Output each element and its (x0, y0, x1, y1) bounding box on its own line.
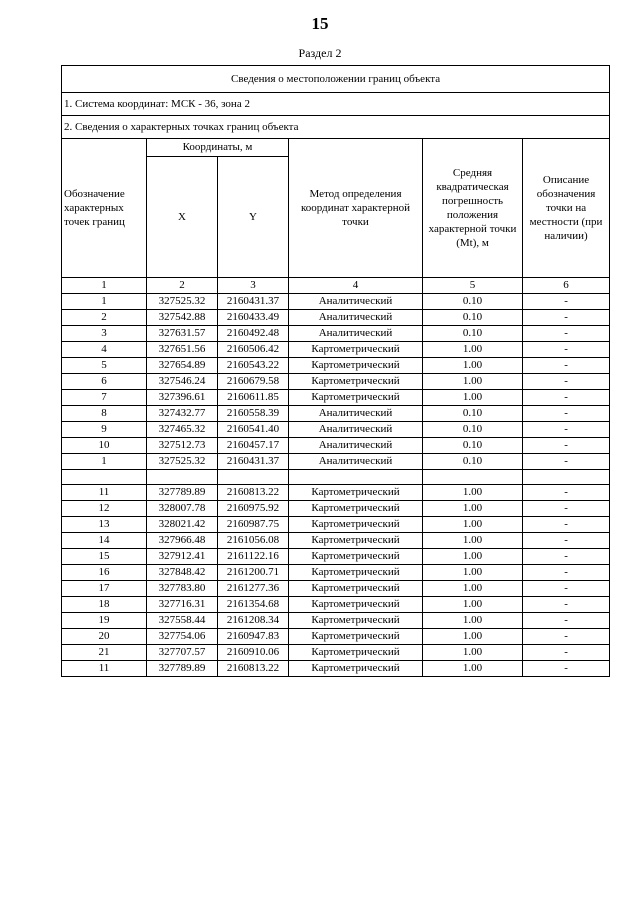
method-cell: Картометрический (289, 597, 423, 613)
method-cell: Аналитический (289, 454, 423, 470)
y-cell: 2161277.36 (218, 581, 289, 597)
x-cell: 327707.57 (147, 645, 218, 661)
method-cell: Картометрический (289, 581, 423, 597)
method-cell: Аналитический (289, 438, 423, 454)
description-cell: - (523, 645, 610, 661)
table-row (62, 294, 610, 310)
y-cell: 2160558.39 (218, 406, 289, 422)
table-row (62, 390, 610, 406)
description-cell: - (523, 358, 610, 374)
page-number: 15 (311, 14, 329, 33)
error-cell: 1.00 (423, 597, 523, 613)
table-row (62, 661, 610, 677)
description-cell: - (523, 565, 610, 581)
error-cell: 1.00 (423, 629, 523, 645)
method-cell: Аналитический (289, 326, 423, 342)
error-cell: 0.10 (423, 454, 523, 470)
point-number-cell: 13 (62, 517, 147, 533)
header-coordinates: Координаты, м (147, 139, 289, 157)
point-number-cell: 1 (62, 454, 147, 470)
method-cell: Картометрический (289, 533, 423, 549)
y-cell: 2160947.83 (218, 629, 289, 645)
y-cell: 2161354.68 (218, 597, 289, 613)
x-cell: 327848.42 (147, 565, 218, 581)
y-cell: 2160813.22 (218, 485, 289, 501)
point-number-cell: 18 (62, 597, 147, 613)
header-method: Метод определения координат характерной точки (289, 139, 423, 278)
method-cell: Картометрический (289, 613, 423, 629)
y-cell: 2160506.42 (218, 342, 289, 358)
error-cell: 0.10 (423, 422, 523, 438)
column-number: 5 (423, 278, 523, 294)
description-cell: - (523, 454, 610, 470)
x-cell: 327558.44 (147, 613, 218, 629)
method-cell: Картометрический (289, 661, 423, 677)
error-cell: 0.10 (423, 406, 523, 422)
method-cell: Картометрический (289, 629, 423, 645)
method-cell: Аналитический (289, 406, 423, 422)
point-number-cell: 8 (62, 406, 147, 422)
point-number-cell: 9 (62, 422, 147, 438)
description-cell: - (523, 629, 610, 645)
table-row (62, 310, 610, 326)
table-title-row (62, 66, 610, 93)
point-number-cell: 4 (62, 342, 147, 358)
description-cell: - (523, 533, 610, 549)
method-cell: Картометрический (289, 501, 423, 517)
section-label: Раздел 2 (298, 46, 342, 60)
error-cell: 1.00 (423, 517, 523, 533)
error-cell: 1.00 (423, 645, 523, 661)
point-number-cell: 21 (62, 645, 147, 661)
method-cell: Аналитический (289, 422, 423, 438)
error-cell (423, 470, 523, 485)
point-number-cell: 11 (62, 485, 147, 501)
y-cell: 2161208.34 (218, 613, 289, 629)
method-cell: Картометрический (289, 390, 423, 406)
description-cell: - (523, 501, 610, 517)
y-cell: 2160457.17 (218, 438, 289, 454)
y-cell: 2160543.22 (218, 358, 289, 374)
y-cell: 2160541.40 (218, 422, 289, 438)
y-cell: 2160492.48 (218, 326, 289, 342)
method-cell: Аналитический (289, 294, 423, 310)
table-row (62, 358, 610, 374)
x-cell: 327512.73 (147, 438, 218, 454)
table-row (62, 438, 610, 454)
y-cell (218, 470, 289, 485)
table-title: Сведения о местоположении границ объекта (62, 66, 610, 93)
column-number: 4 (289, 278, 423, 294)
boundary-points-table (61, 65, 610, 677)
point-number-cell: 7 (62, 390, 147, 406)
description-cell: - (523, 517, 610, 533)
description-cell: - (523, 342, 610, 358)
method-cell: Картометрический (289, 565, 423, 581)
error-cell: 0.10 (423, 310, 523, 326)
table-row (62, 342, 610, 358)
description-cell: - (523, 485, 610, 501)
description-cell: - (523, 613, 610, 629)
error-cell: 1.00 (423, 613, 523, 629)
method-cell: Картометрический (289, 517, 423, 533)
table-row (62, 374, 610, 390)
x-cell: 327783.80 (147, 581, 218, 597)
x-cell: 328021.42 (147, 517, 218, 533)
description-cell: - (523, 406, 610, 422)
point-number-cell: 15 (62, 549, 147, 565)
description-cell: - (523, 597, 610, 613)
coord-system: 1. Система координат: МСК - 36, зона 2 (62, 93, 610, 116)
method-cell: Картометрический (289, 358, 423, 374)
x-cell: 327546.24 (147, 374, 218, 390)
column-number: 2 (147, 278, 218, 294)
error-cell: 1.00 (423, 581, 523, 597)
error-cell: 1.00 (423, 485, 523, 501)
description-cell: - (523, 581, 610, 597)
table-row (62, 597, 610, 613)
y-cell: 2160987.75 (218, 517, 289, 533)
y-cell: 2160611.85 (218, 390, 289, 406)
point-number-cell: 16 (62, 565, 147, 581)
point-number-cell: 14 (62, 533, 147, 549)
method-cell (289, 470, 423, 485)
header-description: Описание обозначения точки на местности (при наличии) (523, 139, 610, 278)
table-row (62, 485, 610, 501)
error-cell: 1.00 (423, 342, 523, 358)
x-cell: 327912.41 (147, 549, 218, 565)
header-error: Средняя квадратическая погрешность положения характерной точки (Mt), м (423, 139, 523, 278)
column-number: 6 (523, 278, 610, 294)
y-cell: 2160431.37 (218, 454, 289, 470)
error-cell: 1.00 (423, 565, 523, 581)
method-cell: Картометрический (289, 645, 423, 661)
x-cell: 327396.61 (147, 390, 218, 406)
error-cell: 1.00 (423, 390, 523, 406)
column-number: 1 (62, 278, 147, 294)
x-cell: 327525.32 (147, 294, 218, 310)
error-cell: 1.00 (423, 533, 523, 549)
x-cell: 327432.77 (147, 406, 218, 422)
point-number-cell: 12 (62, 501, 147, 517)
table-row (62, 645, 610, 661)
x-cell: 327465.32 (147, 422, 218, 438)
header-row-top (62, 139, 610, 157)
method-cell: Картометрический (289, 485, 423, 501)
point-number-cell (62, 470, 147, 485)
error-cell: 1.00 (423, 374, 523, 390)
table-row (62, 629, 610, 645)
x-cell: 327789.89 (147, 661, 218, 677)
method-cell: Картометрический (289, 374, 423, 390)
point-number-cell: 10 (62, 438, 147, 454)
x-cell: 327654.89 (147, 358, 218, 374)
point-number-cell: 11 (62, 661, 147, 677)
x-cell (147, 470, 218, 485)
description-cell (523, 470, 610, 485)
error-cell: 0.10 (423, 326, 523, 342)
description-cell: - (523, 310, 610, 326)
y-cell: 2160679.58 (218, 374, 289, 390)
header-y: Y (218, 157, 289, 278)
error-cell: 0.10 (423, 294, 523, 310)
x-cell: 327966.48 (147, 533, 218, 549)
description-cell: - (523, 374, 610, 390)
table-row (62, 581, 610, 597)
point-number-cell: 2 (62, 310, 147, 326)
point-number-cell: 5 (62, 358, 147, 374)
method-cell: Картометрический (289, 549, 423, 565)
point-number-cell: 19 (62, 613, 147, 629)
y-cell: 2160910.06 (218, 645, 289, 661)
table-row (62, 613, 610, 629)
description-cell: - (523, 661, 610, 677)
coord-system-row (62, 93, 610, 116)
table-row (62, 501, 610, 517)
point-number-cell: 20 (62, 629, 147, 645)
x-cell: 327525.32 (147, 454, 218, 470)
error-cell: 0.10 (423, 438, 523, 454)
x-cell: 327754.06 (147, 629, 218, 645)
description-cell: - (523, 390, 610, 406)
points-caption: 2. Сведения о характерных точках границ объекта (62, 116, 610, 139)
table-spacer-row (62, 470, 610, 485)
column-number-row (62, 278, 610, 294)
x-cell: 327651.56 (147, 342, 218, 358)
description-cell: - (523, 438, 610, 454)
x-cell: 327542.88 (147, 310, 218, 326)
table-row (62, 422, 610, 438)
x-cell: 327716.31 (147, 597, 218, 613)
header-point: Обозначение характерных точек границ (62, 139, 147, 278)
table-body (62, 66, 610, 677)
y-cell: 2161122.16 (218, 549, 289, 565)
description-cell: - (523, 549, 610, 565)
error-cell: 1.00 (423, 661, 523, 677)
y-cell: 2160813.22 (218, 661, 289, 677)
y-cell: 2161200.71 (218, 565, 289, 581)
error-cell: 1.00 (423, 501, 523, 517)
x-cell: 327631.57 (147, 326, 218, 342)
x-cell: 327789.89 (147, 485, 218, 501)
y-cell: 2160433.49 (218, 310, 289, 326)
point-number-cell: 17 (62, 581, 147, 597)
points-caption-row (62, 116, 610, 139)
table-row (62, 406, 610, 422)
column-number: 3 (218, 278, 289, 294)
table-row (62, 533, 610, 549)
table-row (62, 517, 610, 533)
y-cell: 2160975.92 (218, 501, 289, 517)
header-x: X (147, 157, 218, 278)
description-cell: - (523, 326, 610, 342)
table-row (62, 565, 610, 581)
table-row (62, 454, 610, 470)
x-cell: 328007.78 (147, 501, 218, 517)
table-row (62, 549, 610, 565)
description-cell: - (523, 294, 610, 310)
method-cell: Аналитический (289, 310, 423, 326)
error-cell: 1.00 (423, 358, 523, 374)
y-cell: 2160431.37 (218, 294, 289, 310)
point-number-cell: 3 (62, 326, 147, 342)
description-cell: - (523, 422, 610, 438)
method-cell: Картометрический (289, 342, 423, 358)
point-number-cell: 6 (62, 374, 147, 390)
point-number-cell: 1 (62, 294, 147, 310)
y-cell: 2161056.08 (218, 533, 289, 549)
table-row (62, 326, 610, 342)
error-cell: 1.00 (423, 549, 523, 565)
